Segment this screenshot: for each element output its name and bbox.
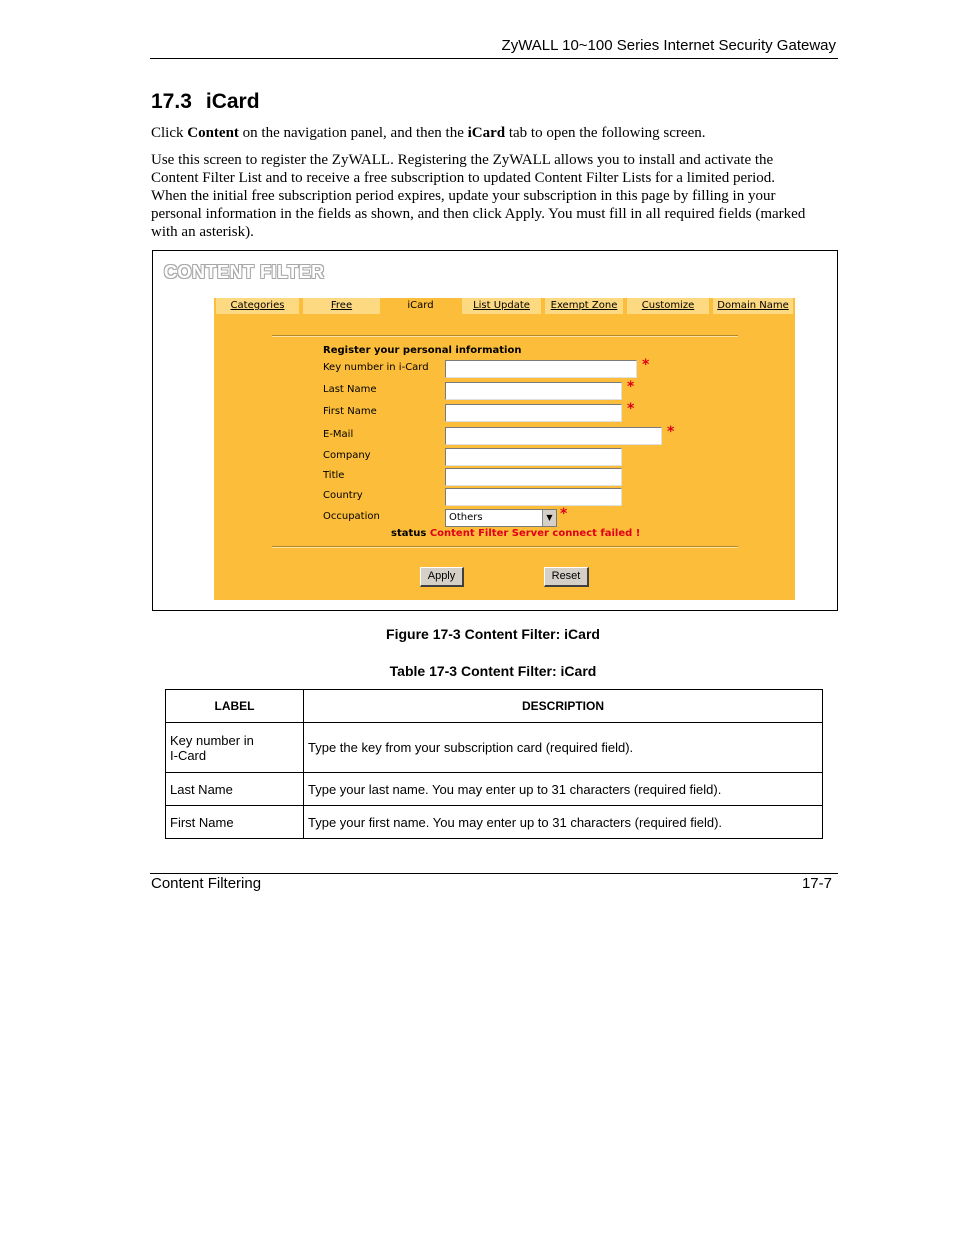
chevron-down-icon[interactable]: ▼ [542, 510, 556, 526]
table-row [166, 773, 823, 806]
footer-rule [150, 873, 838, 874]
tab-icard[interactable]: iCard [384, 298, 457, 314]
tab-customize[interactable]: Customize [627, 298, 709, 314]
content-filter-screenshot [152, 250, 838, 611]
section-heading [151, 90, 260, 114]
key-number-input[interactable] [445, 360, 637, 378]
description-table [165, 689, 823, 839]
row-label: Last Name [166, 773, 304, 806]
email-input[interactable] [445, 427, 662, 445]
tab-list-update[interactable]: List Update [462, 298, 541, 314]
footer-page-number: 17-7 [801, 875, 832, 892]
section-number: 17.3 [151, 90, 192, 113]
status-label: status [391, 528, 427, 539]
table-header-row [166, 690, 823, 723]
required-mark: * [627, 379, 635, 395]
tab-exempt-zone[interactable]: Exempt Zone [545, 298, 623, 314]
company-label: Company [323, 450, 371, 461]
screen-title: CONTENT FILTER [164, 262, 325, 282]
table-row [166, 723, 823, 773]
required-mark: * [560, 506, 568, 522]
row-description: Type your last name. You may enter up to 31 characters (required field). [304, 773, 823, 806]
footer-chapter: Content Filtering [151, 875, 262, 892]
icard-panel [214, 298, 795, 600]
table-caption: Table 17-3 Content Filter: iCard [389, 663, 597, 679]
intro-paragraph-2: Use this screen to register the ZyWALL. Registering the ZyWALL allows you to install and activate the Content Filter List and to receive a free subscription to updated Content Filter Lists for a limited period. When the initial free subscription period expires, update your subscription in this page by filling in your personal information in the fields as shown, and then click Apply. You must fill in all required fields (marked with an asterisk). [151, 152, 806, 240]
row-label: Key number in I-Card [166, 723, 304, 773]
column-header-description: DESCRIPTION [304, 690, 823, 723]
section-title: iCard [205, 90, 260, 113]
header-rule [150, 58, 838, 59]
last-name-input[interactable] [445, 382, 622, 400]
required-mark: * [627, 401, 635, 417]
figure-caption: Figure 17-3 Content Filter: iCard [386, 626, 600, 642]
last-name-label: Last Name [323, 384, 377, 395]
row-description: Type the key from your subscription card (required field). [304, 723, 823, 773]
country-input[interactable] [445, 488, 622, 506]
column-header-label: LABEL [166, 690, 304, 723]
occupation-select[interactable] [445, 509, 557, 527]
email-label: E-Mail [323, 429, 354, 440]
intro-paragraph-1: Click Content on the navigation panel, and then the iCard tab to open the following screen. [151, 125, 706, 141]
required-mark: * [642, 357, 650, 373]
reset-button[interactable]: Reset [544, 567, 589, 587]
tab-categories[interactable]: Categories [216, 298, 299, 314]
occupation-selected-value: Others [449, 512, 483, 523]
tab-domain-name[interactable]: Domain Name [713, 298, 793, 314]
running-header: ZyWALL 10~100 Series Internet Security Gateway [501, 37, 836, 54]
top-divider [272, 335, 738, 337]
row-description: Type your first name. You may enter up to 31 characters (required field). [304, 806, 823, 839]
bottom-divider [272, 546, 738, 548]
title-label: Title [323, 470, 345, 481]
first-name-input[interactable] [445, 404, 622, 422]
required-mark: * [667, 424, 675, 440]
form-heading: Register your personal information [323, 345, 522, 356]
status-message: Content Filter Server connect failed ! [429, 528, 641, 539]
occupation-label: Occupation [323, 511, 380, 522]
first-name-label: First Name [323, 406, 377, 417]
status-line [391, 528, 640, 539]
row-label: First Name [166, 806, 304, 839]
tab-free[interactable]: Free [303, 298, 380, 314]
company-input[interactable] [445, 448, 622, 466]
title-input[interactable] [445, 468, 622, 486]
country-label: Country [323, 490, 363, 501]
apply-button[interactable]: Apply [420, 567, 464, 587]
table-row [166, 806, 823, 839]
tab-bar [214, 298, 795, 314]
key-number-label: Key number in i-Card [323, 362, 429, 373]
